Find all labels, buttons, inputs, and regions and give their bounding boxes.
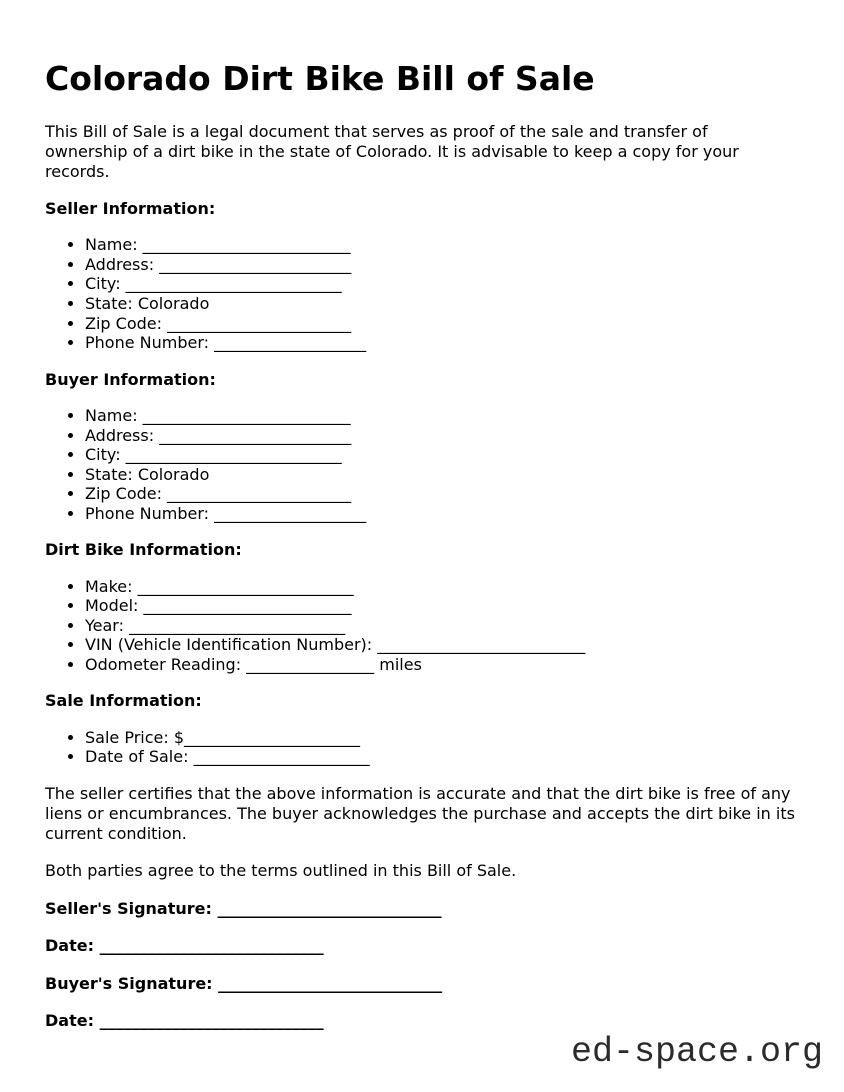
field-list <box>45 728 795 767</box>
field-bike-make: • Make: ___________________________ <box>85 577 795 597</box>
section-sale-information <box>45 691 795 767</box>
field-buyer-zip: • Zip Code: _______________________ <box>85 484 795 504</box>
field-bike-vin: • VIN (Vehicle Identification Number): __________________________ <box>85 635 795 655</box>
field-buyer-name: • Name: __________________________ <box>85 406 795 426</box>
buyer-signature-date-line <box>45 1011 795 1031</box>
field-bike-year: • Year: ___________________________ <box>85 616 795 636</box>
field-list <box>45 235 795 352</box>
field-seller-state: • State: Colorado <box>85 294 795 314</box>
seller-signature-date-line <box>45 936 795 956</box>
seller-signature-line <box>45 899 795 919</box>
section-buyer-information <box>45 370 795 524</box>
section-heading: Dirt Bike Information: <box>45 540 242 560</box>
watermark: ed-space.org <box>570 1032 823 1072</box>
field-bike-model: • Model: __________________________ <box>85 596 795 616</box>
buyer-date-blank: ____________________________ <box>99 1011 324 1031</box>
field-seller-zip: • Zip Code: _______________________ <box>85 314 795 334</box>
section-heading: Buyer Information: <box>45 369 216 389</box>
field-buyer-address: • Address: ________________________ <box>85 426 795 446</box>
buyer-date-label: Date: <box>45 1011 94 1031</box>
seller-signature-blank: ____________________________ <box>217 898 442 918</box>
field-sale-date: • Date of Sale: ______________________ <box>85 747 795 767</box>
intro-paragraph: This Bill of Sale is a legal document that serves as proof of the sale and transfer of ownership of a dirt bike in the state of Colorado. It is advisable to keep a copy for your records. <box>45 121 739 181</box>
agreement-paragraph: Both parties agree to the terms outlined in this Bill of Sale. <box>45 860 517 880</box>
document-title: Colorado Dirt Bike Bill of Sale <box>45 59 595 98</box>
field-buyer-state: • State: Colorado <box>85 465 795 485</box>
signature-block <box>45 899 795 1031</box>
section-heading: Seller Information: <box>45 198 216 218</box>
field-list <box>45 577 795 675</box>
buyer-signature-blank: ____________________________ <box>218 973 443 993</box>
field-seller-address: • Address: ________________________ <box>85 255 795 275</box>
field-bike-odometer: • Odometer Reading: ________________ miles <box>85 655 795 675</box>
field-seller-name: • Name: __________________________ <box>85 235 795 255</box>
section-dirt-bike-information <box>45 540 795 674</box>
field-list <box>45 406 795 523</box>
seller-signature-label: Seller's Signature: <box>45 898 212 918</box>
seller-date-blank: ____________________________ <box>99 936 324 956</box>
field-sale-price: • Sale Price: $______________________ <box>85 728 795 748</box>
buyer-signature-label: Buyer's Signature: <box>45 973 213 993</box>
section-seller-information <box>45 199 795 353</box>
buyer-signature-line <box>45 974 795 994</box>
field-seller-city: • City: ___________________________ <box>85 274 795 294</box>
section-heading: Sale Information: <box>45 691 202 711</box>
seller-date-label: Date: <box>45 936 94 956</box>
field-buyer-phone: • Phone Number: ___________________ <box>85 504 795 524</box>
certification-paragraph: The seller certifies that the above information is accurate and that the dirt bike is free of any liens or encumbrances. The buyer acknowledges the purchase and accepts the dirt bike in its current condition. <box>45 783 795 843</box>
field-buyer-city: • City: ___________________________ <box>85 445 795 465</box>
field-seller-phone: • Phone Number: ___________________ <box>85 333 795 353</box>
